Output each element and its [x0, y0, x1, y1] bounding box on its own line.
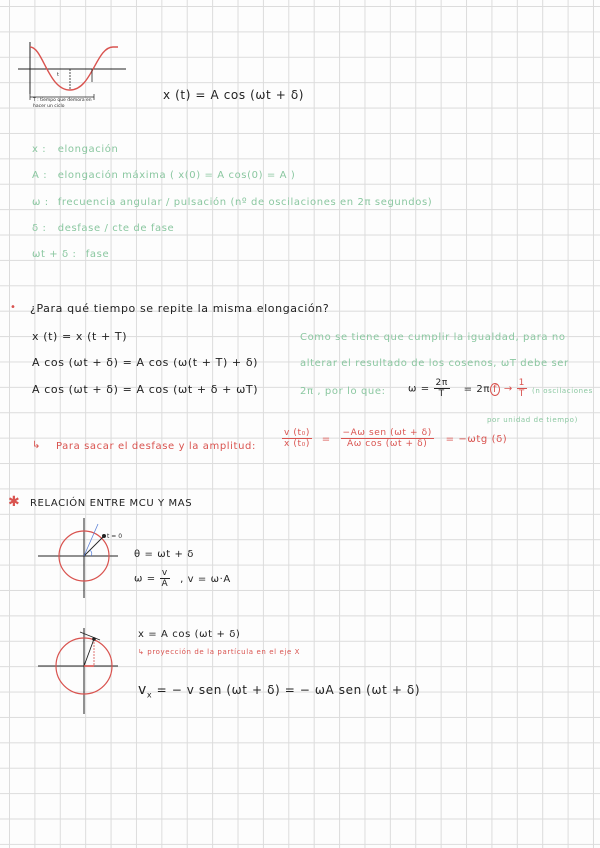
def-phase-text: fase	[85, 249, 110, 260]
def-delta-text: desfase / cte de fase	[57, 223, 175, 234]
circle-diagram-2	[38, 626, 138, 716]
note-line-2: alterar el resultado de los cosenos, ωT debe ser	[300, 358, 569, 369]
desfase-rhs-fraction	[341, 428, 434, 449]
f-note: (n oscilaciones	[532, 387, 593, 395]
omega-v-eq	[134, 568, 231, 589]
graph-caption: T : tiempo que demora en hacer un ciclo	[33, 98, 92, 109]
def-A-text: elongación máxima ( x(0) = A cos(0) = A )	[57, 170, 296, 181]
question-text: ¿Para qué tiempo se repite la misma elongación?	[30, 302, 330, 315]
def-omega-text: frecuencia angular / pulsación (nº de oscilaciones en 2π segundos)	[57, 197, 433, 208]
f-fraction	[517, 378, 527, 399]
t0-label: t = 0	[107, 533, 123, 540]
def-A-symbol: A :	[32, 170, 48, 181]
omega-arrow: →	[503, 383, 513, 395]
desfase-lhs-den: x (t₀)	[284, 439, 310, 449]
relation-title: RELACIÓN ENTRE MCU Y MAS	[30, 498, 193, 509]
circle-diagram-1	[38, 518, 138, 598]
question-eq3: A cos (ωt + δ) = A cos (ωt + δ + ωT)	[32, 383, 259, 396]
f-num: 1	[518, 378, 525, 388]
def-A	[32, 170, 295, 181]
desfase-lhs-fraction	[282, 428, 312, 449]
graph-marker-t: t	[57, 72, 59, 78]
main-formula: x (t) = A cos (ωt + δ)	[163, 88, 305, 102]
def-omega-symbol: ω :	[32, 197, 49, 208]
rel-v-eq: , v = ω·A	[180, 573, 231, 585]
omega-formula	[408, 378, 527, 399]
desfase-text: Para sacar el desfase y la amplitud:	[56, 441, 256, 452]
omega-den: T	[438, 389, 445, 399]
note-line-3: 2π , por lo que:	[300, 386, 386, 397]
def-x	[32, 144, 118, 155]
omega-f: f	[490, 383, 500, 396]
desfase-lhs-num: v (t₀)	[284, 428, 310, 438]
vx-eq	[138, 682, 420, 699]
rel-omega-den: A	[161, 579, 169, 589]
omega-fraction	[434, 378, 450, 399]
desfase-eq: =	[321, 433, 331, 445]
projection-note: ↳ proyección de la partícula en el eje X	[138, 648, 301, 656]
cosine-graph	[18, 42, 128, 92]
def-delta-symbol: δ :	[32, 223, 47, 234]
question-bullet: •	[10, 302, 16, 313]
question-eq2: A cos (ωt + δ) = A cos (ω(t + T) + δ)	[32, 356, 259, 369]
rel-omega-lhs: ω =	[134, 573, 156, 585]
desfase-result: = −ωtg (δ)	[445, 433, 508, 445]
omega-mid: = 2π	[463, 383, 490, 395]
theta-eq: θ = ωt + δ	[134, 549, 195, 560]
f-note-2: por unidad de tiempo)	[487, 416, 578, 424]
def-phase	[32, 249, 109, 260]
f-den: T	[518, 389, 525, 399]
desfase-formula	[282, 428, 507, 449]
star-icon: ✱	[8, 494, 20, 510]
def-x-text: elongación	[57, 144, 119, 155]
def-omega	[32, 197, 432, 208]
desfase-rhs-num: −Aω sen (ωt + δ)	[342, 428, 432, 438]
def-delta	[32, 223, 174, 234]
vx-symbol: v	[138, 682, 147, 698]
rel-omega-num: v	[160, 568, 171, 579]
omega-lhs: ω =	[408, 383, 430, 395]
x-eq: x = A cos (ωt + δ)	[138, 629, 241, 640]
desfase-rhs-den: Aω cos (ωt + δ)	[346, 439, 428, 449]
def-phase-symbol: ωt + δ :	[32, 249, 77, 260]
desfase-arrow: ↳	[32, 440, 41, 451]
vx-rhs: = − v sen (ωt + δ) = − ωA sen (ωt + δ)	[156, 683, 421, 697]
rel-omega-fraction	[160, 568, 171, 589]
omega-num: 2π	[435, 378, 448, 388]
def-x-symbol: x :	[32, 144, 47, 155]
vx-subscript: x	[146, 690, 153, 700]
question-eq1: x (t) = x (t + T)	[32, 330, 128, 343]
note-line-1: Como se tiene que cumplir la igualdad, para no	[300, 332, 566, 343]
